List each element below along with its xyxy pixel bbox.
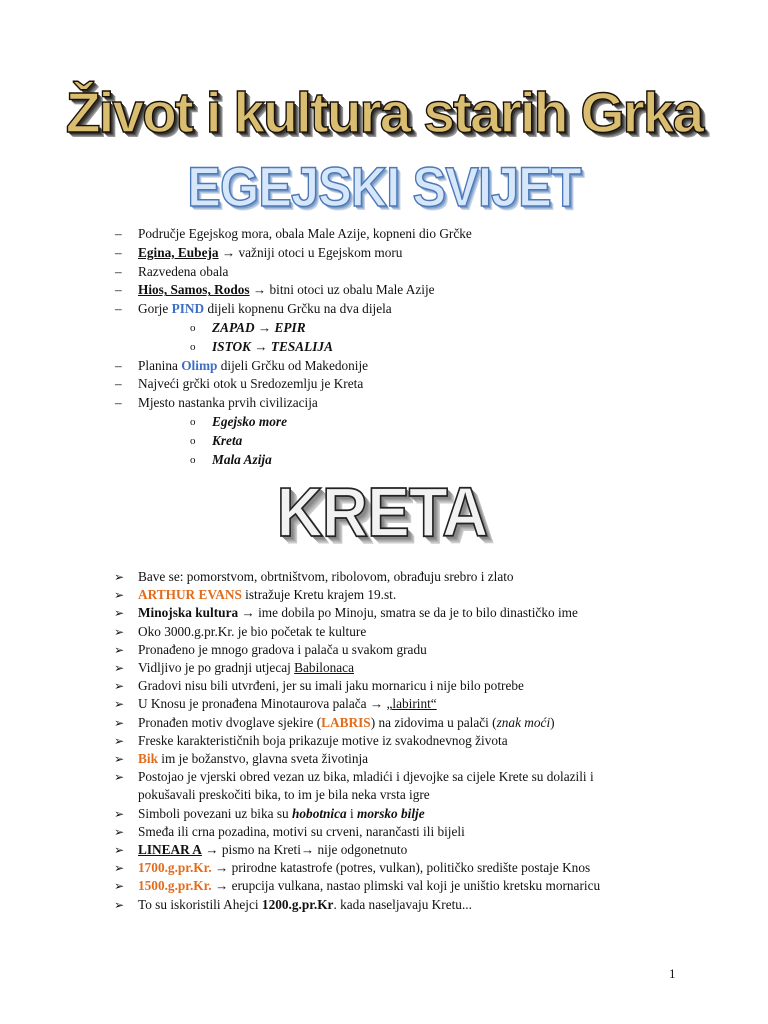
sub-list-item: o Kreta (138, 432, 670, 451)
list-item: ➢ Postojao je vjerski obred vezan uz bika, mladići i djevojke sa cijele Krete su dolazili i pokušavali preskočiti bika, to im je bila neka vrsta igre (110, 768, 650, 804)
pind-sublist (138, 319, 670, 357)
list-item: – Razvedena obala (110, 263, 670, 282)
list-item: ➢ 1500.g.pr.Kr. → erupcija vulkana, nastao plimski val koji je uništio kretsku mornaricu (110, 877, 650, 895)
list-item: ➢ Bik im je božanstvo, glavna sveta životinja (110, 750, 650, 768)
page-number: 1 (669, 966, 676, 981)
list-item: – Egina, Eubeja → važniji otoci u Egejskom moru (110, 244, 670, 263)
list-item: ➢ Pronađeno je mnogo gradova i palača u svakom gradu (110, 641, 650, 659)
list-item: ➢ Vidljivo je po gradnji utjecaj Babilonaca (110, 659, 650, 677)
list-item: – Planina Olimp dijeli Grčku od Makedonije (110, 357, 670, 376)
civilization-sublist (138, 413, 670, 469)
kreta-list (110, 568, 650, 914)
list-item: ➢ Minojska kultura → ime dobila po Minoju, smatra se da je to bilo dinastičko ime (110, 604, 650, 622)
list-item: ➢ Simboli povezani uz bika su hobotnica i morsko bilje (110, 805, 650, 823)
sub-list-item: o ZAPAD → EPIR (138, 319, 670, 338)
section-heading-egejski-svijet: EGEJSKI SVIJET (187, 155, 581, 218)
list-item: ➢ U Knosu je pronađena Minotaurova palača → „labirint“ (110, 695, 650, 713)
list-item: – Područje Egejskog mora, obala Male Azije, kopneni dio Grčke (110, 225, 670, 244)
list-item: ➢ Bave se: pomorstvom, obrtništvom, ribolovom, obrađuju srebro i zlato (110, 568, 650, 586)
list-item: ➢ 1700.g.pr.Kr. → prirodne katastrofe (potres, vulkan), političko središte postaje Knos (110, 859, 650, 877)
egejski-list (110, 225, 670, 469)
sub-list-item: o Mala Azija (138, 451, 670, 470)
document-title: Život i kultura starih Grka (65, 81, 703, 145)
list-item: ➢ Gradovi nisu bili utvrđeni, jer su imali jaku mornaricu i nije bilo potrebe (110, 677, 650, 695)
list-item: ➢ Freske karakterističnih boja prikazuje motive iz svakodnevnog života (110, 732, 650, 750)
list-item: ➢ ARTHUR EVANS istražuje Kretu krajem 19.st. (110, 586, 650, 604)
list-item: – Hios, Samos, Rodos → bitni otoci uz obalu Male Azije (110, 281, 670, 300)
list-item: ➢ LINEAR A → pismo na Kreti→ nije odgonetnuto (110, 841, 650, 859)
list-item: ➢ Smeđa ili crna pozadina, motivi su crveni, narančasti ili bijeli (110, 823, 650, 841)
list-item: ➢ To su iskoristili Ahejci 1200.g.pr.Kr. kada naseljavaju Kretu... (110, 896, 650, 914)
list-item: – Najveći grčki otok u Sredozemlju je Kreta (110, 375, 670, 394)
section-heading-kreta: KRETA (276, 473, 488, 551)
list-item: ➢ Pronađen motiv dvoglave sjekire (LABRIS) na zidovima u palači (znak moći) (110, 714, 650, 732)
sub-list-item: o ISTOK → TESALIJA (138, 338, 670, 357)
list-item: – Mjesto nastanka prvih civilizacija o Egejsko more o Kreta o Mala Azija (110, 394, 670, 469)
list-item: – Gorje PIND dijeli kopnenu Grčku na dva dijela o ZAPAD → EPIR o ISTOK → TESALIJA (110, 300, 670, 356)
sub-list-item: o Egejsko more (138, 413, 670, 432)
list-item: ➢ Oko 3000.g.pr.Kr. je bio početak te kulture (110, 623, 650, 641)
